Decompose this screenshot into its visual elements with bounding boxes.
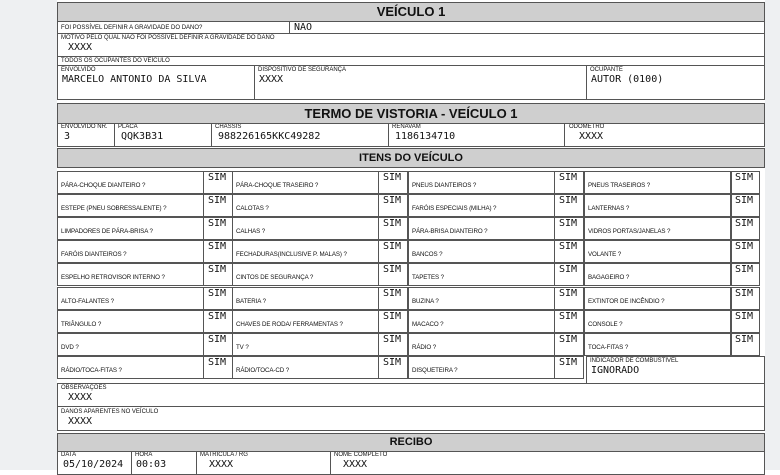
item-value-cell	[203, 240, 233, 263]
item-value: SIM	[383, 195, 402, 206]
item-label: CONSOLE ?	[588, 321, 623, 328]
item-value: SIM	[559, 357, 578, 368]
placa-value: QQK3B31	[121, 131, 164, 142]
item-label-cell	[584, 240, 732, 263]
viewer-left-margin	[0, 0, 58, 470]
data-cell	[57, 451, 132, 475]
item-label: TAPETES ?	[412, 274, 444, 281]
document-page	[57, 0, 765, 470]
item-value-cell	[203, 171, 233, 194]
section-header-veiculo: VEÍCULO 1	[57, 2, 765, 22]
item-label-cell	[584, 171, 732, 194]
item-label-cell	[408, 310, 555, 333]
item-value: SIM	[383, 218, 402, 229]
item-value-cell	[730, 263, 760, 286]
item-label: TOCA-FITAS ?	[588, 344, 629, 351]
item-value-cell	[378, 263, 408, 286]
item-label: CINTOS DE SEGURANÇA ?	[236, 274, 314, 281]
item-label: PNEUS DIANTEIROS ?	[412, 182, 477, 189]
item-value-cell	[554, 217, 584, 240]
section-header-recibo: RECIBO	[57, 433, 765, 452]
item-label: ESTEPE (PNEU SOBRESSALENTE) ?	[61, 205, 167, 212]
item-label: LIMPADORES DE PÁRA-BRISA ?	[61, 228, 153, 235]
combustivel-cell	[586, 356, 765, 384]
item-value-cell	[203, 217, 233, 240]
section-header-itens: ITENS DO VEÍCULO	[57, 148, 765, 168]
item-label: RÁDIO ?	[412, 344, 437, 351]
item-value: SIM	[383, 334, 402, 345]
renavam-cell	[388, 123, 565, 147]
placa-cell	[114, 123, 212, 147]
ocupante-label: OCUPANTE	[590, 67, 623, 73]
item-label-cell	[408, 356, 555, 379]
renavam-label: RENAVAM	[392, 124, 421, 130]
placa-label: PLACA	[118, 124, 138, 130]
chassis-label: CHASSIS	[215, 124, 242, 130]
item-value: SIM	[735, 172, 754, 183]
item-value-cell	[378, 333, 408, 356]
item-value: SIM	[735, 241, 754, 252]
item-value: SIM	[383, 288, 402, 299]
danos-value: XXXX	[68, 416, 93, 427]
item-value: SIM	[208, 311, 227, 322]
item-label-cell	[408, 194, 555, 217]
item-label: EXTINTOR DE INCÊNDIO ?	[588, 298, 665, 305]
item-label: DVD ?	[61, 344, 79, 351]
renavam-value: 1186134710	[395, 131, 456, 142]
item-label: VIDROS PORTAS/JANELAS ?	[588, 228, 671, 235]
item-label-cell	[232, 194, 379, 217]
item-label: PÁRA-CHOQUE TRASEIRO ?	[236, 182, 319, 189]
item-value-cell	[730, 171, 760, 194]
dispositivo-value: XXXX	[259, 74, 284, 85]
item-value: SIM	[559, 311, 578, 322]
motivo-label: MOTIVO PELO QUAL NÃO FOI POSSÍVEL DEFINIR A GRAVIDADE DO DANO	[61, 35, 275, 41]
item-label-cell	[232, 333, 379, 356]
item-label-cell	[57, 263, 204, 286]
item-label: FECHADURAS(INCLUSIVE P. MALAS) ?	[236, 251, 347, 258]
matricula-value: XXXX	[209, 459, 234, 470]
item-value-cell	[378, 240, 408, 263]
item-label: CALOTAS ?	[236, 205, 269, 212]
item-value: SIM	[559, 195, 578, 206]
odometro-cell	[564, 123, 765, 147]
data-label: DATA	[61, 452, 77, 458]
observacoes-value: XXXX	[68, 392, 93, 403]
item-label-cell	[584, 263, 732, 286]
item-value-cell	[730, 310, 760, 333]
item-value-cell	[554, 194, 584, 217]
item-value-cell	[378, 217, 408, 240]
item-label: PÁRA-CHOQUE DIANTEIRO ?	[61, 182, 146, 189]
combustivel-value: IGNORADO	[591, 365, 640, 376]
chassis-value: 988226165KKC49282	[218, 131, 321, 142]
ocupantes-label: TODOS OS OCUPANTES DO VEÍCULO	[61, 58, 170, 64]
item-label: BANCOS ?	[412, 251, 443, 258]
observacoes-cell	[57, 383, 765, 407]
item-label-cell	[57, 194, 204, 217]
item-value-cell	[378, 356, 408, 379]
item-label-cell	[408, 217, 555, 240]
item-value: SIM	[383, 311, 402, 322]
item-label-cell	[232, 263, 379, 286]
ocupante-value: AUTOR (0100)	[591, 74, 664, 85]
item-label: BUZINA ?	[412, 298, 439, 305]
dispositivo-cell	[254, 65, 587, 100]
item-value-cell	[378, 310, 408, 333]
item-label: VOLANTE ?	[588, 251, 622, 258]
item-value-cell	[554, 356, 584, 379]
envolvido-nr-label: ENVOLVIDO NR.	[61, 124, 108, 130]
item-value: SIM	[383, 357, 402, 368]
item-value-cell	[203, 356, 233, 379]
item-value-cell	[730, 194, 760, 217]
item-value-cell	[554, 171, 584, 194]
item-value-cell	[730, 217, 760, 240]
item-value: SIM	[208, 288, 227, 299]
nome-cell	[330, 451, 765, 475]
item-value: SIM	[208, 195, 227, 206]
dispositivo-label: DISPOSITIVO DE SEGURANÇA	[258, 67, 347, 73]
hora-label: HORA	[135, 452, 153, 458]
viewer-right-margin	[765, 0, 780, 470]
item-value-cell	[554, 240, 584, 263]
item-label-cell	[232, 240, 379, 263]
nome-value: XXXX	[343, 459, 368, 470]
item-value: SIM	[559, 334, 578, 345]
odometro-label: ODÔMETRO	[569, 124, 605, 130]
item-label: MACACO ?	[412, 321, 444, 328]
item-label: FARÓIS ESPECIAIS (MILHA) ?	[412, 205, 497, 212]
item-label-cell	[57, 217, 204, 240]
item-label-cell	[584, 194, 732, 217]
observacoes-label: OBSERVAÇÕES	[61, 385, 107, 391]
item-label-cell	[408, 333, 555, 356]
item-label-cell	[57, 287, 204, 310]
item-label: RÁDIO/TOCA-CD ?	[236, 367, 290, 374]
item-label-cell	[57, 333, 204, 356]
item-label: BATERIA ?	[236, 298, 266, 305]
item-value-cell	[378, 171, 408, 194]
item-value-cell	[203, 333, 233, 356]
item-value: SIM	[208, 357, 227, 368]
item-label: DISQUETEIRA ?	[412, 367, 458, 374]
item-value: SIM	[559, 241, 578, 252]
item-value: SIM	[735, 288, 754, 299]
item-label: BAGAGEIRO ?	[588, 274, 630, 281]
motivo-value: XXXX	[68, 42, 93, 53]
item-value: SIM	[208, 172, 227, 183]
hora-value: 00:03	[136, 459, 167, 470]
item-value-cell	[203, 310, 233, 333]
item-value-cell	[554, 287, 584, 310]
item-label-cell	[57, 171, 204, 194]
item-label-cell	[232, 171, 379, 194]
item-value: SIM	[559, 218, 578, 229]
danos-label: DANOS APARENTES NO VEÍCULO	[61, 409, 159, 415]
item-label-cell	[232, 310, 379, 333]
item-label: TV ?	[236, 344, 249, 351]
gravidade-value: NÃO	[294, 22, 313, 33]
item-value: SIM	[735, 311, 754, 322]
envolvido-value: MARCELO ANTONIO DA SILVA	[62, 74, 207, 85]
item-value-cell	[203, 194, 233, 217]
chassis-cell	[211, 123, 389, 147]
item-label-cell	[57, 240, 204, 263]
item-value: SIM	[559, 264, 578, 275]
item-label-cell	[408, 287, 555, 310]
item-label-cell	[408, 240, 555, 263]
combustivel-label: INDICADOR DE COMBUSTÍVEL	[590, 358, 679, 364]
motivo-cell	[57, 33, 765, 57]
matricula-cell	[196, 451, 331, 475]
item-label: TRIÂNGULO ?	[61, 321, 102, 328]
item-label: PNEUS TRASEIROS ?	[588, 182, 651, 189]
item-value: SIM	[735, 218, 754, 229]
envolvido-cell	[57, 65, 255, 100]
hora-cell	[131, 451, 197, 475]
envolvido-nr-cell	[57, 123, 115, 147]
item-value: SIM	[383, 264, 402, 275]
item-value-cell	[203, 263, 233, 286]
item-label-cell	[232, 287, 379, 310]
item-value-cell	[730, 287, 760, 310]
item-label-cell	[584, 310, 732, 333]
item-label-cell	[408, 263, 555, 286]
item-value: SIM	[383, 172, 402, 183]
item-value: SIM	[735, 195, 754, 206]
envolvido-nr-value: 3	[64, 131, 71, 142]
item-label: LANTERNAS ?	[588, 205, 630, 212]
item-value-cell	[378, 287, 408, 310]
item-value-cell	[554, 333, 584, 356]
item-value: SIM	[735, 264, 754, 275]
item-label-cell	[584, 333, 732, 356]
item-label: ALTO-FALANTES ?	[61, 298, 114, 305]
item-value-cell	[203, 287, 233, 310]
item-label-cell	[584, 287, 732, 310]
item-label-cell	[232, 356, 379, 379]
item-label: PÁRA-BRISA DIANTEIRO ?	[412, 228, 488, 235]
envolvido-label: ENVOLVIDO	[61, 67, 96, 73]
item-value-cell	[554, 310, 584, 333]
item-label-cell	[57, 356, 204, 379]
danos-cell	[57, 406, 765, 431]
item-label-cell	[408, 171, 555, 194]
gravidade-label: FOI POSSÍVEL DEFINIR A GRAVIDADE DO DANO?	[61, 25, 203, 31]
odometro-value: XXXX	[579, 131, 604, 142]
nome-label: NOME COMPLETO	[334, 452, 388, 458]
item-value: SIM	[559, 172, 578, 183]
item-label: RÁDIO/TOCA-FITAS ?	[61, 367, 122, 374]
item-value: SIM	[383, 241, 402, 252]
data-value: 05/10/2024	[63, 459, 124, 470]
item-label-cell	[232, 217, 379, 240]
item-value: SIM	[559, 288, 578, 299]
item-label: CALHAS ?	[236, 228, 266, 235]
ocupante-cell	[586, 65, 765, 100]
item-value-cell	[554, 263, 584, 286]
item-label: FARÓIS DIANTEIROS ?	[61, 251, 127, 258]
item-label: CHAVES DE RODA/ FERRAMENTAS ?	[236, 321, 343, 328]
item-value-cell	[730, 240, 760, 263]
item-value: SIM	[208, 241, 227, 252]
section-header-vistoria: TERMO DE VISTORIA - VEÍCULO 1	[57, 103, 765, 124]
matricula-label: MATRÍCULA / RG	[200, 452, 248, 458]
item-label-cell	[584, 217, 732, 240]
item-value: SIM	[735, 334, 754, 345]
item-value: SIM	[208, 334, 227, 345]
item-value-cell	[730, 333, 760, 356]
item-value: SIM	[208, 218, 227, 229]
item-label: ESPELHO RETROVISOR INTERNO ?	[61, 274, 165, 281]
item-value: SIM	[208, 264, 227, 275]
item-label-cell	[57, 310, 204, 333]
item-value-cell	[378, 194, 408, 217]
